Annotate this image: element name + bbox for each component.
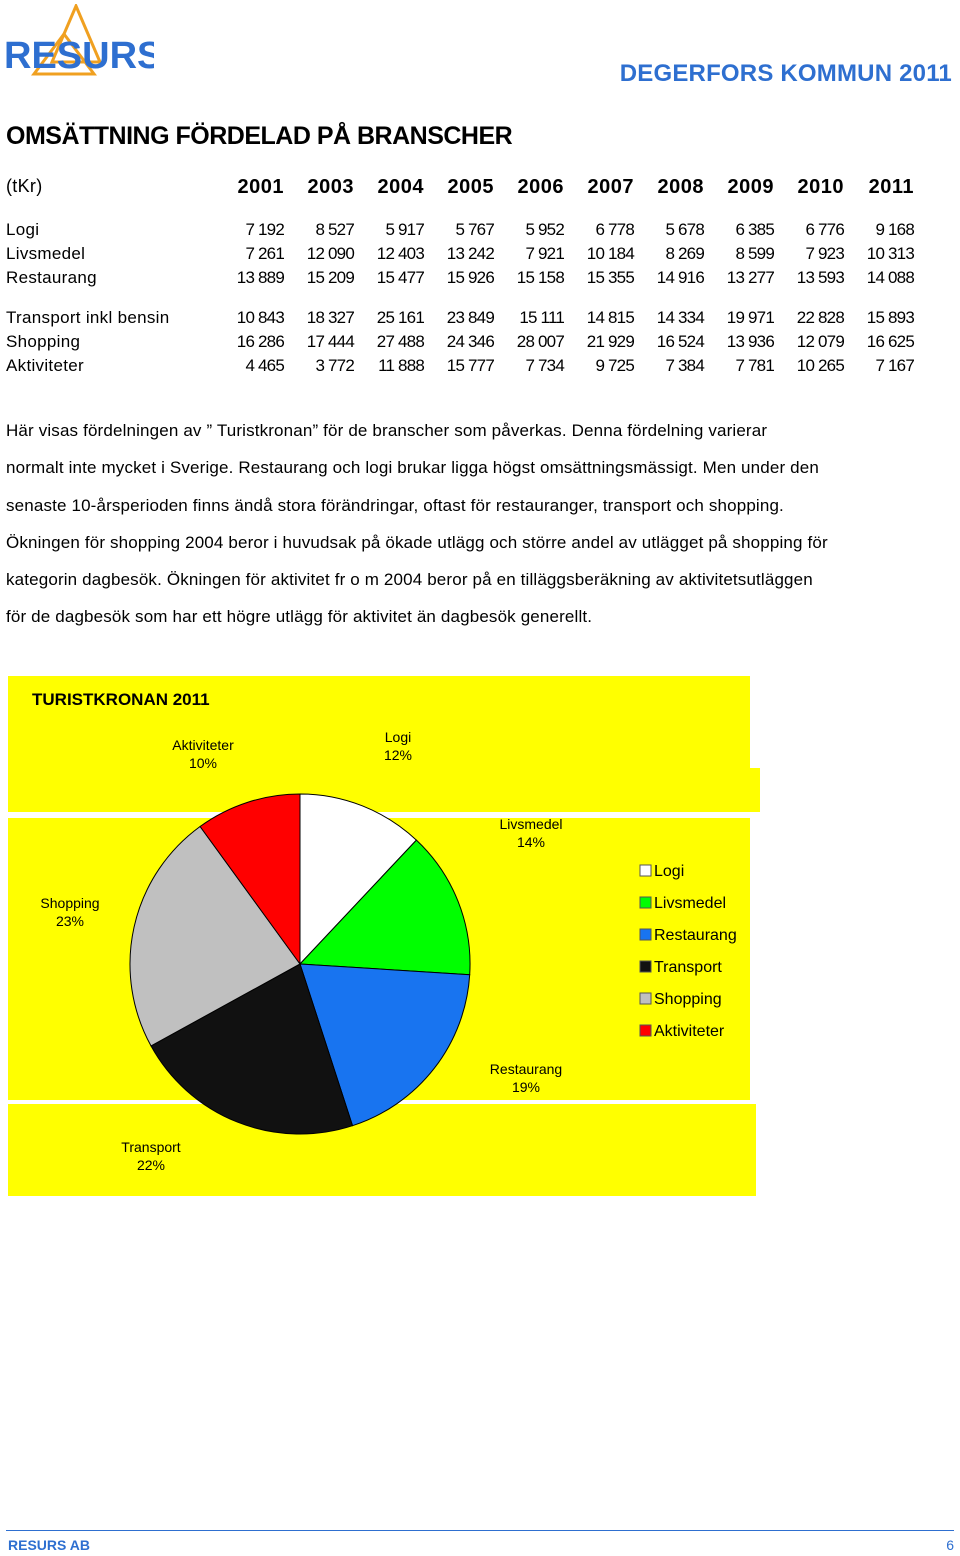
year-header: 2011 bbox=[868, 176, 914, 198]
paragraph-line: normalt inte mycket i Sverige. Restaurang och logi brukar ligga högst omsättningsmässigt. Men under den bbox=[6, 458, 819, 478]
year-header: 2008 bbox=[657, 176, 704, 198]
table-cell: 3 772 bbox=[315, 356, 354, 375]
table-cell: 8 269 bbox=[665, 244, 704, 263]
resurs-logo bbox=[4, 4, 154, 84]
table-cell: 18 327 bbox=[306, 308, 354, 327]
legend-item: Aktiviteter bbox=[654, 1023, 725, 1040]
table-cell: 7 192 bbox=[245, 220, 284, 239]
chart-bg bbox=[8, 768, 760, 812]
table-cell: 15 477 bbox=[376, 268, 424, 287]
table-cell: 14 916 bbox=[656, 268, 704, 287]
table-cell: 12 079 bbox=[796, 332, 844, 351]
chart-bg bbox=[8, 1104, 756, 1196]
row-label: Livsmedel bbox=[6, 244, 86, 263]
table-cell: 7 781 bbox=[735, 356, 774, 375]
table-cell: 5 952 bbox=[525, 220, 564, 239]
legend-item: Shopping bbox=[654, 991, 722, 1008]
table-cell: 12 090 bbox=[306, 244, 354, 263]
slice-percent: 23% bbox=[55, 913, 85, 929]
footer-divider bbox=[6, 1530, 954, 1531]
table-header-row bbox=[0, 176, 960, 200]
table-cell: 14 334 bbox=[656, 308, 704, 327]
table-cell: 7 167 bbox=[875, 356, 914, 375]
table-cell: 17 444 bbox=[306, 332, 354, 351]
slice-percent: 10% bbox=[188, 755, 218, 771]
table-cell: 12 403 bbox=[376, 244, 424, 263]
slice-label: Restaurang bbox=[489, 1061, 563, 1077]
chart-title: TURISTKRONAN 2011 bbox=[32, 690, 210, 709]
table-cell: 24 346 bbox=[446, 332, 494, 351]
table-cell: 13 889 bbox=[236, 268, 284, 287]
table-cell: 10 184 bbox=[586, 244, 634, 263]
turistkronan-pie-chart bbox=[8, 676, 760, 1196]
table-cell: 11 888 bbox=[378, 356, 424, 375]
table-cell: 10 313 bbox=[866, 244, 914, 263]
table-cell: 5 678 bbox=[665, 220, 704, 239]
table-cell: 5 917 bbox=[385, 220, 424, 239]
slice-percent: 14% bbox=[516, 834, 546, 850]
table-cell: 7 923 bbox=[805, 244, 844, 263]
table-row bbox=[0, 356, 960, 380]
table-cell: 15 111 bbox=[519, 308, 564, 327]
table-row bbox=[0, 268, 960, 292]
section-title: OMSÄTTNING FÖRDELAD PÅ BRANSCHER bbox=[6, 122, 513, 150]
legend-item: Logi bbox=[654, 863, 685, 880]
legend-swatch bbox=[640, 929, 651, 940]
legend-swatch bbox=[640, 961, 651, 972]
table-cell: 6 385 bbox=[735, 220, 774, 239]
legend-swatch bbox=[640, 993, 651, 1004]
table-cell: 9 168 bbox=[875, 220, 914, 239]
table-row bbox=[0, 308, 960, 332]
table-cell: 8 527 bbox=[315, 220, 354, 239]
table-cell: 28 007 bbox=[516, 332, 564, 351]
report-title: DEGERFORS KOMMUN 2011 bbox=[619, 60, 952, 87]
table-cell: 23 849 bbox=[446, 308, 494, 327]
slice-percent: 12% bbox=[383, 747, 413, 763]
table-cell: 27 488 bbox=[376, 332, 424, 351]
slice-label: Aktiviteter bbox=[172, 737, 234, 753]
year-header: 2004 bbox=[377, 176, 424, 198]
legend-swatch bbox=[640, 897, 651, 908]
table-cell: 7 261 bbox=[245, 244, 284, 263]
table-cell: 15 926 bbox=[446, 268, 494, 287]
table-cell: 15 355 bbox=[586, 268, 634, 287]
table-cell: 16 524 bbox=[656, 332, 704, 351]
table-cell: 22 828 bbox=[796, 308, 844, 327]
table-cell: 15 158 bbox=[516, 268, 564, 287]
paragraph-line: kategorin dagbesök. Ökningen för aktivitet fr o m 2004 beror på en tilläggsberäkning av aktivitetsutläggen bbox=[6, 570, 813, 590]
unit-label: (tKr) bbox=[6, 176, 43, 196]
pie-chart-area bbox=[8, 676, 760, 1196]
table-cell: 13 277 bbox=[726, 268, 774, 287]
table-cell: 5 767 bbox=[455, 220, 494, 239]
table-cell: 7 734 bbox=[525, 356, 564, 375]
table-cell: 15 209 bbox=[306, 268, 354, 287]
year-header: 2009 bbox=[727, 176, 774, 198]
table-cell: 14 815 bbox=[586, 308, 634, 327]
table-cell: 7 384 bbox=[665, 356, 704, 375]
legend-swatch bbox=[640, 865, 651, 876]
year-header: 2006 bbox=[517, 176, 564, 198]
table-cell: 4 465 bbox=[245, 356, 284, 375]
table-row bbox=[0, 332, 960, 356]
slice-percent: 22% bbox=[136, 1157, 166, 1173]
year-header: 2003 bbox=[307, 176, 354, 198]
table-cell: 13 242 bbox=[446, 244, 494, 263]
table-cell: 10 843 bbox=[236, 308, 284, 327]
paragraph-line: för de dagbesök som har ett högre utlägg för aktivitet än dagbesök generellt. bbox=[6, 607, 593, 627]
table-cell: 9 725 bbox=[595, 356, 634, 375]
table-cell: 16 625 bbox=[866, 332, 914, 351]
row-label: Aktiviteter bbox=[6, 356, 84, 375]
table-cell: 13 593 bbox=[796, 268, 844, 287]
legend-swatch bbox=[640, 1025, 651, 1036]
year-header: 2007 bbox=[587, 176, 634, 198]
table-cell: 6 778 bbox=[595, 220, 634, 239]
table-cell: 16 286 bbox=[236, 332, 284, 351]
table-row bbox=[0, 220, 960, 244]
table-cell: 13 936 bbox=[726, 332, 774, 351]
row-label: Restaurang bbox=[6, 268, 97, 287]
table-row bbox=[0, 244, 960, 268]
slice-percent: 19% bbox=[511, 1079, 541, 1095]
table-cell: 25 161 bbox=[376, 308, 424, 327]
table-cell: 7 921 bbox=[525, 244, 564, 263]
paragraph-line: Här visas fördelningen av ” Turistkronan” för de branscher som påverkas. Denna fördelning varierar bbox=[6, 421, 768, 440]
table-cell: 6 776 bbox=[805, 220, 844, 239]
page-number: 6 bbox=[946, 1537, 954, 1553]
logo-text: RESURS bbox=[4, 35, 154, 77]
row-label: Logi bbox=[6, 220, 40, 239]
table-cell: 10 265 bbox=[796, 356, 844, 375]
legend-item: Livsmedel bbox=[654, 895, 727, 912]
paragraph-line: Ökningen för shopping 2004 beror i huvudsak på ökade utlägg och större andel av utlägget på shopping för bbox=[6, 532, 828, 552]
paragraph-line: senaste 10-årsperioden finns ändå stora förändringar, oftast för restauranger, transport och shopping. bbox=[6, 495, 784, 515]
table-cell: 15 893 bbox=[866, 308, 914, 327]
footer-company: RESURS AB bbox=[8, 1537, 90, 1553]
table-cell: 19 971 bbox=[726, 308, 774, 327]
description-paragraph bbox=[6, 412, 956, 636]
table-cell: 21 929 bbox=[586, 332, 634, 351]
year-header: 2001 bbox=[237, 176, 284, 198]
legend-item: Transport bbox=[654, 959, 722, 976]
table-cell: 8 599 bbox=[735, 244, 774, 263]
table-cell: 14 088 bbox=[866, 268, 914, 287]
slice-label: Transport bbox=[121, 1139, 181, 1155]
row-label: Shopping bbox=[6, 332, 81, 351]
table-cell: 15 777 bbox=[446, 356, 494, 375]
year-header: 2005 bbox=[447, 176, 494, 198]
row-label: Transport inkl bensin bbox=[6, 308, 170, 327]
slice-label: Shopping bbox=[40, 895, 100, 911]
slice-label: Livsmedel bbox=[499, 816, 563, 832]
slice-label: Logi bbox=[384, 729, 412, 745]
legend-item: Restaurang bbox=[654, 927, 737, 944]
year-header: 2010 bbox=[797, 176, 844, 198]
